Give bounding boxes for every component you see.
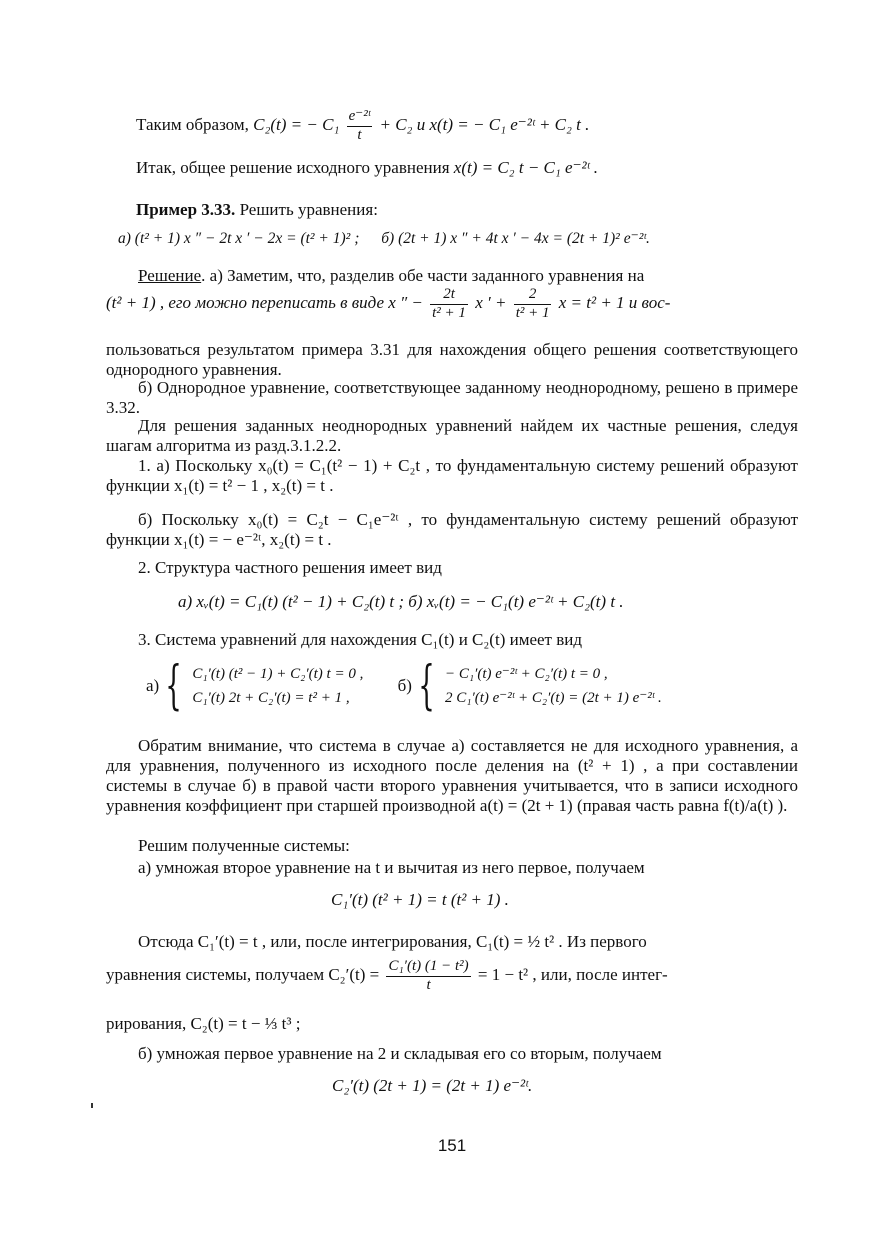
text: 2. Структура частного решения имеет вид bbox=[138, 558, 442, 577]
solve-systems-line bbox=[106, 836, 798, 856]
text: 3. Система уравнений для нахождения C₁(t) и C₂(t) имеет вид bbox=[138, 630, 583, 649]
formula: (t² + 1) , его можно переписать в виде x ″ − bbox=[106, 293, 423, 313]
fraction-numerator: C₁′(t) (1 − t²) bbox=[386, 958, 470, 977]
system-b-eq-1: − C₁′(t) e⁻²ᵗ + C₂′(t) t = 0 , bbox=[444, 666, 608, 682]
formula: x(t) = C₂ t − C₁ e⁻²ᵗ . bbox=[453, 158, 599, 177]
text: рирования, C₂(t) = t − ⅓ t³ ; bbox=[106, 1014, 301, 1033]
step-1a bbox=[106, 456, 798, 496]
case-b-line bbox=[106, 1044, 798, 1064]
example-equations bbox=[118, 230, 808, 248]
system-b bbox=[397, 656, 662, 716]
equation-a: а) (t² + 1) x ″ − 2t x ′ − 2x = (t² + 1)² ; bbox=[118, 230, 360, 247]
solution-paragraph-3 bbox=[106, 416, 798, 456]
system-b-lines bbox=[445, 662, 662, 710]
case-b-formula bbox=[332, 1076, 732, 1096]
result-line-1 bbox=[136, 108, 796, 144]
fraction-numerator: e⁻²ᵗ bbox=[347, 108, 373, 127]
text: Итак, общее решение исходного уравнения bbox=[136, 158, 450, 177]
system-label: б) bbox=[397, 675, 412, 695]
fraction bbox=[514, 286, 552, 322]
formula: x = t² + 1 и вос- bbox=[558, 293, 671, 313]
formula: C₁′(t) (t² + 1) = t (t² + 1) . bbox=[331, 890, 509, 909]
text: б) умножая первое уравнение на 2 и складывая его со вторым, получаем bbox=[138, 1044, 662, 1063]
system-a-eq-1: C₁′(t) (t² − 1) + C₂′(t) t = 0 , bbox=[192, 666, 364, 682]
step-2-formula bbox=[178, 592, 798, 612]
fraction-numerator: 2t bbox=[430, 286, 468, 305]
c2-derivative-line bbox=[106, 958, 798, 994]
step-1b bbox=[106, 510, 798, 550]
equation-systems bbox=[146, 656, 796, 716]
text: пользоваться результатом примера 3.31 для нахождения общего решения соответствующего однородного уравнения. bbox=[106, 340, 798, 380]
system-a-eq-2: C₁′(t) 2t + C₂′(t) = t² + 1 , bbox=[192, 690, 350, 706]
formula: C₂′(t) (2t + 1) = (2t + 1) e⁻²ᵗ. bbox=[332, 1076, 533, 1095]
brace: { bbox=[418, 656, 435, 716]
system-a-lines bbox=[192, 662, 363, 710]
fraction-denominator: t bbox=[426, 976, 431, 993]
c2-integration-line bbox=[106, 1014, 798, 1034]
text: Таким образом, bbox=[136, 115, 249, 135]
solution-paragraph-1 bbox=[106, 266, 798, 286]
example-heading bbox=[136, 200, 828, 220]
remark-paragraph bbox=[106, 736, 798, 816]
system-a bbox=[146, 656, 364, 716]
system-b-eq-2: 2 C₁′(t) e⁻²ᵗ + C₂′(t) = (2t + 1) e⁻²ᵗ . bbox=[444, 690, 662, 706]
text: . а) Заметим, что, разделив обе части заданного уравнения на bbox=[201, 266, 645, 285]
solution-paragraph-2 bbox=[106, 378, 798, 418]
solution-paragraph-1-formula bbox=[106, 286, 798, 322]
text: а) умножая второе уравнение на t и вычитая из него первое, получаем bbox=[138, 858, 645, 877]
solution-paragraph-1-end bbox=[106, 340, 798, 380]
formula: C₂(t) = − C₁ bbox=[253, 115, 340, 135]
example-number: Пример 3.33. bbox=[136, 200, 236, 219]
system-label: а) bbox=[146, 675, 160, 695]
formula: + C₂ и x(t) = − C₁ e⁻²ᵗ + C₂ t . bbox=[379, 115, 590, 135]
case-a-formula bbox=[331, 890, 731, 910]
text: = 1 − t² , или, после интег- bbox=[477, 965, 668, 985]
text: Решим полученные системы: bbox=[138, 836, 350, 855]
example-task: Решить уравнения: bbox=[239, 200, 378, 219]
fraction-numerator: 2 bbox=[514, 286, 552, 305]
formula: а) xᵥ(t) = C₁(t) (t² − 1) + C₂(t) t ; б) xᵥ(t) = − C₁(t) e⁻²ᵗ + C₂(t) t . bbox=[178, 592, 624, 611]
brace: { bbox=[165, 656, 183, 716]
case-a-line bbox=[106, 858, 798, 878]
page-number: 151 bbox=[437, 1136, 467, 1155]
fraction bbox=[430, 286, 468, 322]
fraction-denominator: t² + 1 bbox=[515, 304, 550, 321]
text: б) Однородное уравнение, соответствующее заданному неоднородному, решено в примере 3.32. bbox=[106, 378, 798, 418]
fraction bbox=[347, 108, 373, 144]
fraction bbox=[386, 958, 470, 994]
text: уравнения системы, получаем C₂′(t) = bbox=[106, 965, 380, 985]
fraction-denominator: t bbox=[357, 126, 362, 143]
scan-speck bbox=[91, 1103, 93, 1108]
solution-label: Решение bbox=[138, 266, 202, 285]
fraction-denominator: t² + 1 bbox=[432, 304, 466, 321]
text: Отсюда C₁′(t) = t , или, после интегрирования, C₁(t) = ½ t² . Из первого bbox=[138, 932, 647, 951]
step-2 bbox=[106, 558, 798, 578]
text: Для решения заданных неоднородных уравнений найдем их частные решения, следуя шагам алгоритма из разд.3.1.2.2. bbox=[106, 416, 798, 456]
equation-b: б) (2t + 1) x ″ + 4t x ′ − 4x = (2t + 1)² e⁻²ᵗ. bbox=[381, 230, 650, 247]
step-3 bbox=[106, 630, 798, 650]
text: б) Поскольку x₀(t) = C₂t − C₁e⁻²ᵗ , то фундаментальную систему решений образуют функции x₁(t) = − e⁻²ᵗ, x₂(t) = t . bbox=[106, 510, 798, 550]
text: Обратим внимание, что система в случае а) составляется не для исходного уравнения, а для уравнения, полученного из исходного после деления на (t² + 1) , а при составлении системы в случае б) в правой части второго уравнения учитывается, что в записи исходного уравнения коэффициент при старшей производной a(t) = (2t + 1) (правая часть равна f(t)/a(t) ). bbox=[106, 736, 798, 816]
integration-line bbox=[106, 932, 798, 952]
formula: x ′ + bbox=[475, 293, 507, 313]
general-solution-line bbox=[136, 158, 796, 178]
text: 1. а) Поскольку x₀(t) = C₁(t² − 1) + C₂t , то фундаментальную систему решений образуют функции x₁(t) = t² − 1 , x₂(t) = t . bbox=[106, 456, 798, 496]
